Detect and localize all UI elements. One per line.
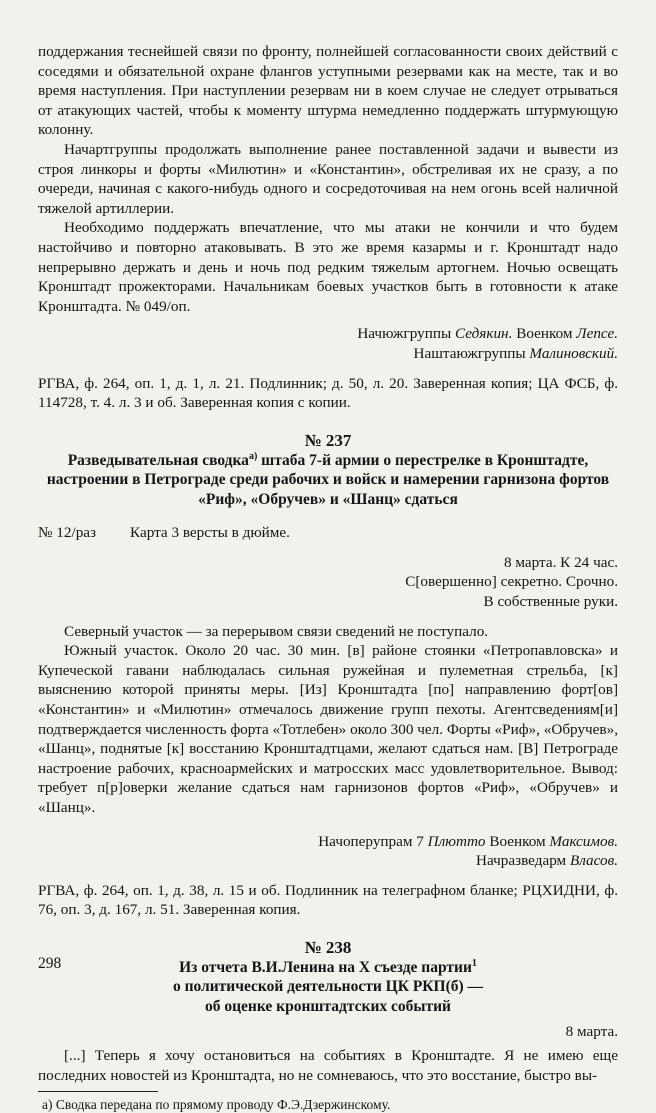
document-title-238-line2: о политической деятельности ЦК РКП(б) — xyxy=(172,978,484,996)
signature-block-237-line2: Начразведарм Власов. xyxy=(476,852,618,870)
footnote: а) Сводка передана по прямому проводу Ф.Э.Дзержинскому. xyxy=(42,1097,391,1113)
signature-block-1-line2: Наштаюжгруппы Малиновский. xyxy=(413,344,618,362)
paragraph-attack: Необходимо поддержать впечатление, что мы атаки не кончили и что будем настойчиво и повторно атаковывать. В это же время казармы и г. Кронштадт надо непрерывно держать и день и ночь под редким тяжелым артогнем. Ночью освещать Кронштадт прожекторами. Начальникам боевых участков быть в готовности к атаке Кронштадта. № 049/оп. xyxy=(38,219,618,315)
signature-block-1: Начюжгруппы Седякин. Военком Лепсе. xyxy=(357,325,618,343)
document-title-238-line1: Из отчета В.И.Ленина на X съезде партии$^1$ xyxy=(179,957,477,976)
footnote-divider xyxy=(38,1091,158,1092)
paragraph-north-sector: Северный участок — за перерывом связи сведений не поступало. xyxy=(64,622,489,640)
document-title-237: Разведывательная сводка$^{а)}$ штаба 7-й армии о перестрелке в Кронштадте, настроении в Петрограде среди рабочих и войск и намерении гарнизона фортов «Риф», «Обручев» и «Шанц» сдаться xyxy=(46,450,610,508)
paragraph-south-sector: Южный участок. Около 20 час. 30 мин. [в] районе стоянки «Петропавловска» и Купеческой гавани наблюдалась сильная ружейная и пулеметная стрельба, [к] выяснению которой приняты меры. [Из] Кронштадта [по] направлению форт[ов] «Константин» и «Милютин» отмечалось движение групп пехоты. Агентсведениям[и] подтверждается численность форта «Тотлебен» около 300 чел. Форты «Риф», «Обручев», «Шанц», поднятые [к] восстанию Кронштадтцами, желают сдаться нам. [В] Петрограде настроение рабочих, красноармейских и матросских масс удовлетворительное. Вывод: требует п[р]оверки желание сдаться нам гарнизонов фортов «Риф», «Обручев» и «Шанц». xyxy=(38,642,618,816)
document-reference-237: № 12/раз Карта 3 версты в дюйме. xyxy=(38,524,290,542)
handling-note: В собственные руки. xyxy=(483,592,618,610)
paragraph-lenin-report: [...] Теперь я хочу остановиться на событиях в Кронштадте. Я не имею еще последних новостей из Кронштадта, но не сомневаюсь, что это восстание, быстро вы- xyxy=(38,1046,618,1084)
main-column xyxy=(38,42,618,1113)
secrecy-stamp: С[овершенно] секретно. Срочно. xyxy=(405,573,618,591)
paragraph-continuation: поддержания теснейшей связи по фронту, полнейшей согласованности своих действий с соседями и обязательной охране флангов уступными резервами как на месте, так и во время наступления. При наступлении резервам ни в коем случае не следует отрываться от атакующих частей, чтобы к моменту штурма немедленно поддержать штурмующую колонну. xyxy=(38,43,618,139)
signature-block-237: Начоперупрам 7 Плютто Военком Максимов. xyxy=(318,832,618,850)
document-date-238: 8 марта. xyxy=(565,1023,618,1041)
document-number-238: № 238 xyxy=(304,937,352,957)
document-date-237: 8 марта. К 24 час. xyxy=(503,553,618,571)
document-title-238-line3: об оценке кронштадтских событий xyxy=(204,997,451,1015)
archive-source-237: РГВА, ф. 264, оп. 1, д. 38, л. 15 и об. Подлинник на телеграфном бланке; РЦХИДНИ, ф. 76, оп. 3, д. 167, л. 51. Заверенная копия. xyxy=(38,881,618,919)
archive-source-1: РГВА, ф. 264, оп. 1, д. 1, л. 21. Подлинник; д. 50, л. 20. Заверенная копия; ЦА ФСБ, ф. 114728, т. 4. л. 3 и об. Заверенная копия с копии. xyxy=(38,374,618,412)
page-number: 298 xyxy=(38,955,62,972)
document-number-237: № 237 xyxy=(304,430,352,450)
paragraph-artgroup: Начартгруппы продолжать выполнение ранее поставленной задачи и вывести из строя линкоры и форты «Милютин» и «Константин», обстреливая их не сразу, а по очереди, начиная с какого-нибудь одного и сосредоточивая на нем огонь всей наличной тяжелой артиллерии. xyxy=(38,140,618,217)
